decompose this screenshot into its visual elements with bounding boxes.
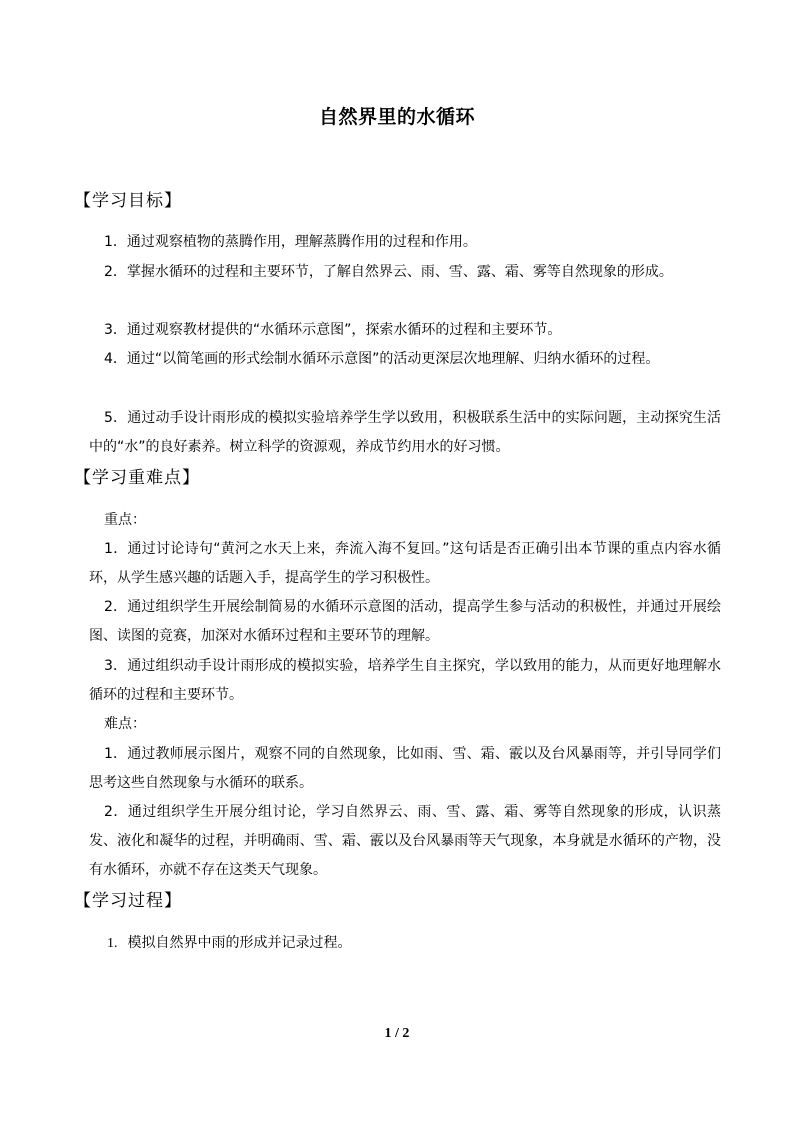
goal-item-1: 1．通过观察植物的蒸腾作用，理解蒸腾作用的过程和作用。 [104, 234, 477, 250]
process-item-text: 模拟自然界中雨的形成并记录过程。 [127, 935, 352, 951]
focus-item-1: 1．通过讨论诗句“黄河之水天上来，奔流入海不复回。”这句话是否正确引出本节课的重点内容水循环，从学生感兴趣的话题入手，提高学生的学习积极性。 [89, 541, 721, 586]
difficulty-item-2: 2．通过组织学生开展分组讨论，学习自然界云、雨、雪、露、霜、雾等自然现象的形成，认识蒸发、液化和凝华的过程，并明确雨、雪、霜、霰以及台风暴雨等天气现象，本身就是水循环的产物，没有水循环，亦就不存在这类天气现象。 [89, 804, 721, 878]
process-item-number: 1. [107, 936, 118, 951]
focus-label: 重点： [104, 512, 146, 528]
goal-item-2: 2．掌握水循环的过程和主要环节，了解自然界云、雨、雪、露、霜、雾等自然现象的形成。 [104, 264, 673, 280]
heading-key-points: 【学习重难点】 [74, 468, 200, 488]
page-number: 1 / 2 [384, 1026, 410, 1041]
difficulty-item-1: 1．通过教师展示图片，观察不同的自然现象，比如雨、雪、霜、霰以及台风暴雨等，并引导同学们思考这些自然现象与水循环的联系。 [89, 746, 721, 791]
page-title: 自然界里的水循环 [318, 106, 475, 128]
goal-item-5: 5．通过动手设计雨形成的模拟实验培养学生学以致用，积极联系生活中的实际问题，主动探究生活中的“水”的良好素养。树立科学的资源观，养成节约用水的好习惯。 [89, 410, 721, 455]
heading-learning-goals: 【学习目标】 [74, 191, 182, 211]
focus-item-3: 3．通过组织动手设计雨形成的模拟实验，培养学生自主探究，学以致用的能力，从而更好地理解水循环的过程和主要环节。 [89, 658, 721, 703]
focus-item-2: 2．通过组织学生开展绘制简易的水循环示意图的活动，提高学生参与活动的积极性，并通过开展绘图、读图的竞赛，加深对水循环过程和主要环节的理解。 [89, 599, 721, 644]
goal-item-3: 3．通过观察教材提供的“水循环示意图”，探索水循环的过程和主要环节。 [104, 322, 562, 338]
goal-item-4: 4．通过“以简笔画的形式绘制水循环示意图”的活动更深层次地理解、归纳水循环的过程。 [104, 351, 660, 367]
process-item-1 [107, 929, 352, 958]
heading-learning-process: 【学习过程】 [74, 891, 182, 911]
difficulty-label: 难点： [104, 716, 146, 732]
